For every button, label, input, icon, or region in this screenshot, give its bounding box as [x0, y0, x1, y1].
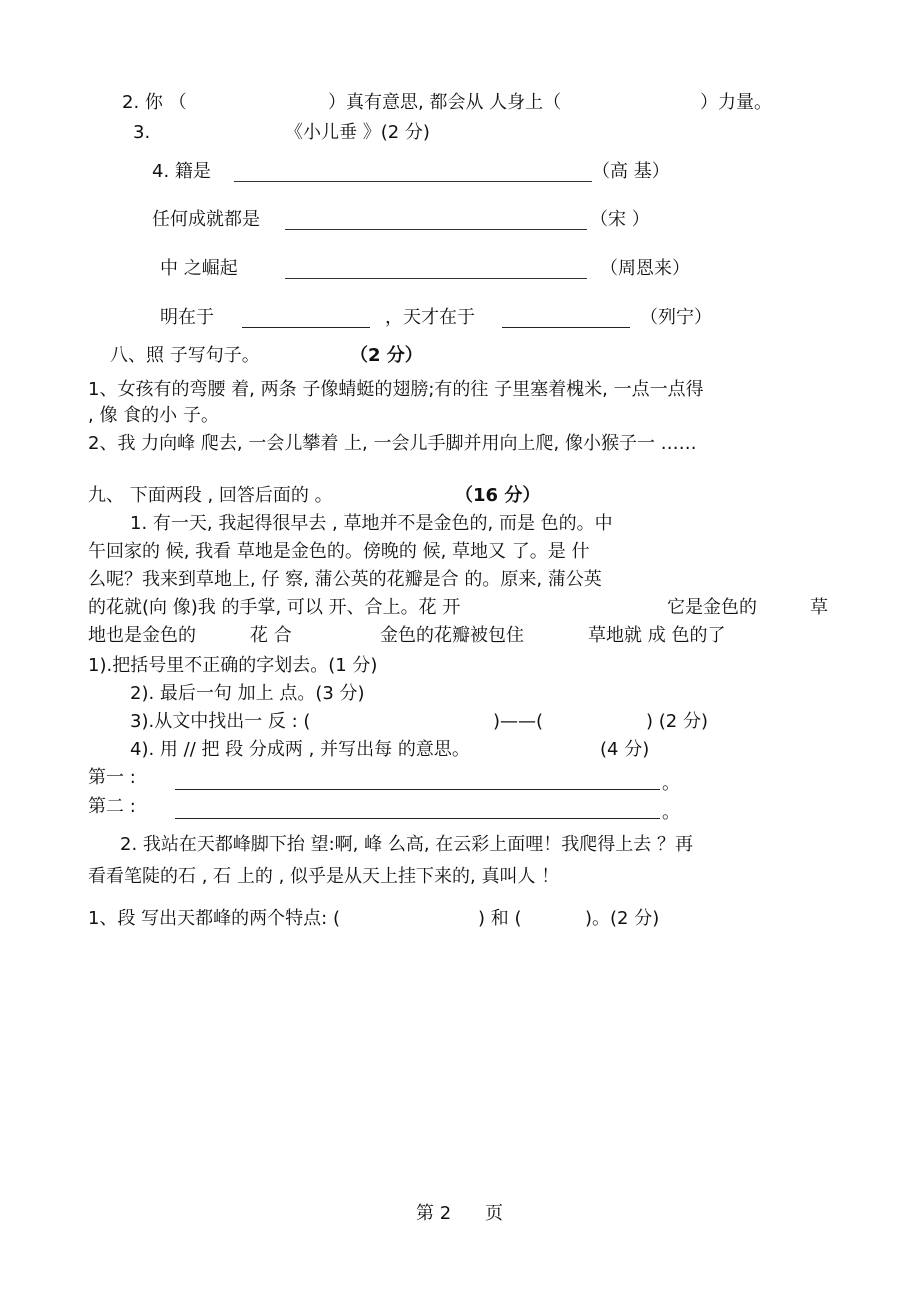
q9-passage1-line5-c: 金色的花瓣被包住 [380, 625, 524, 646]
q7-item2-part1: 2. 你 （ [122, 92, 187, 113]
q8-score: （2 分） [350, 345, 423, 366]
q7-line-b-blank[interactable] [285, 278, 587, 279]
q9-title: 九、 下面两段 , 回答后面的 。 [88, 485, 333, 506]
q9-sub2: 2). 最后一句 加上 点。(3 分) [130, 683, 365, 704]
q9-passage1-line4-a: 的花就(向 像)我 的手掌, 可以 开、合上。花 开 [88, 597, 461, 618]
q9-p2-sub1-part3: )。(2 分) [585, 908, 660, 929]
q9-p2-sub1-part1: 1、段 写出天都峰的两个特点: ( [88, 908, 340, 929]
q9-sub3-part3: ) (2 分) [646, 711, 708, 732]
q9-passage1-line5-d: 草地就 成 色的了 [588, 625, 726, 646]
q9-passage1-line3: 么呢？我来到草地上, 仔 察, 蒲公英的花瓣是合 的。原来, 蒲公英 [88, 569, 602, 590]
q9-first-end-mark: 。 [662, 773, 680, 794]
q9-passage1-line4-c: 草 [810, 597, 828, 618]
q7-line-b-author: （周恩来） [600, 258, 690, 279]
q8-sentence1-line1: 1、女孩有的弯腰 着, 两条 子像蜻蜓的翅膀;有的往 子里塞着槐米, 一点一点得 [88, 379, 704, 400]
q9-second-label: 第二 : [88, 796, 136, 817]
q9-passage2-line2: 看看笔陡的石 , 石 上的 , 似乎是从天上挂下来的, 真叫人 ！ [88, 866, 560, 887]
q7-item3-number: 3. [133, 122, 151, 143]
q7-item3-text: 《小儿垂 》(2 分) [285, 122, 430, 143]
q7-line-a-blank[interactable] [285, 229, 587, 230]
q9-sub4: 4). 用 // 把 段 分成两 , 并写出每 的意思。 [130, 739, 470, 760]
q8-title: 八、照 子写句子。 [110, 345, 260, 366]
q7-line-c-label1: 明在于 [160, 307, 214, 328]
q7-line-b-label: 中 之崛起 [160, 258, 238, 279]
q7-item2-part2: ）真有意思, 都会从 人身上（ [328, 92, 562, 113]
q9-second-end-mark: 。 [662, 802, 680, 823]
q7-item2-part3: ）力量。 [700, 92, 772, 113]
q7-line-c-author: （列宁） [640, 307, 712, 328]
q9-first-label: 第一 : [88, 767, 136, 788]
q9-second-blank[interactable] [175, 818, 660, 819]
q7-item4-author: （高 基） [592, 161, 670, 182]
q9-first-blank[interactable] [175, 789, 660, 790]
q7-item4-blank[interactable] [234, 181, 592, 182]
page-number-suffix: 页 [485, 1203, 503, 1224]
q7-line-c-label2: ，天才在于 [385, 307, 475, 328]
q9-passage2-line1: 2. 我站在天都峰脚下抬 望:啊, 峰 么高, 在云彩上面哩！我爬得上去 ？再 [120, 834, 694, 855]
q9-p2-sub1-part2: ) 和 ( [478, 908, 522, 929]
q9-sub3-part1: 3).从文中找出一 反 : ( [130, 711, 311, 732]
q7-line-c-blank1[interactable] [242, 327, 370, 328]
q7-line-a-author: （宋 ） [590, 209, 650, 230]
q9-passage1-line4-b: 它是金色的 [667, 597, 757, 618]
q9-sub4-score: (4 分) [600, 739, 650, 760]
q9-score: （16 分） [455, 485, 541, 506]
q9-passage1-line1: 1. 有一天, 我起得很早去 , 草地并不是金色的, 而是 色的。中 [130, 513, 613, 534]
q9-passage1-line2: 午回家的 候, 我看 草地是金色的。傍晚的 候, 草地又 了。是 什 [88, 541, 590, 562]
q8-sentence1-line2: , 像 食的小 子。 [88, 405, 219, 426]
q9-sub1: 1).把括号里不正确的字划去。(1 分) [88, 655, 378, 676]
q7-line-a-label: 任何成就都是 [152, 209, 260, 230]
q8-sentence2: 2、我 力向峰 爬去, 一会儿攀着 上, 一会儿手脚并用向上爬, 像小猴子一 …… [88, 433, 697, 454]
page-number-prefix: 第 2 [416, 1203, 452, 1224]
q9-passage1-line5-a: 地也是金色的 [88, 625, 196, 646]
q7-line-c-blank2[interactable] [502, 327, 630, 328]
q9-sub3-part2: )——( [493, 711, 544, 732]
q7-item4-label: 4. 籍是 [152, 161, 211, 182]
q9-passage1-line5-b: 花 合 [250, 625, 292, 646]
